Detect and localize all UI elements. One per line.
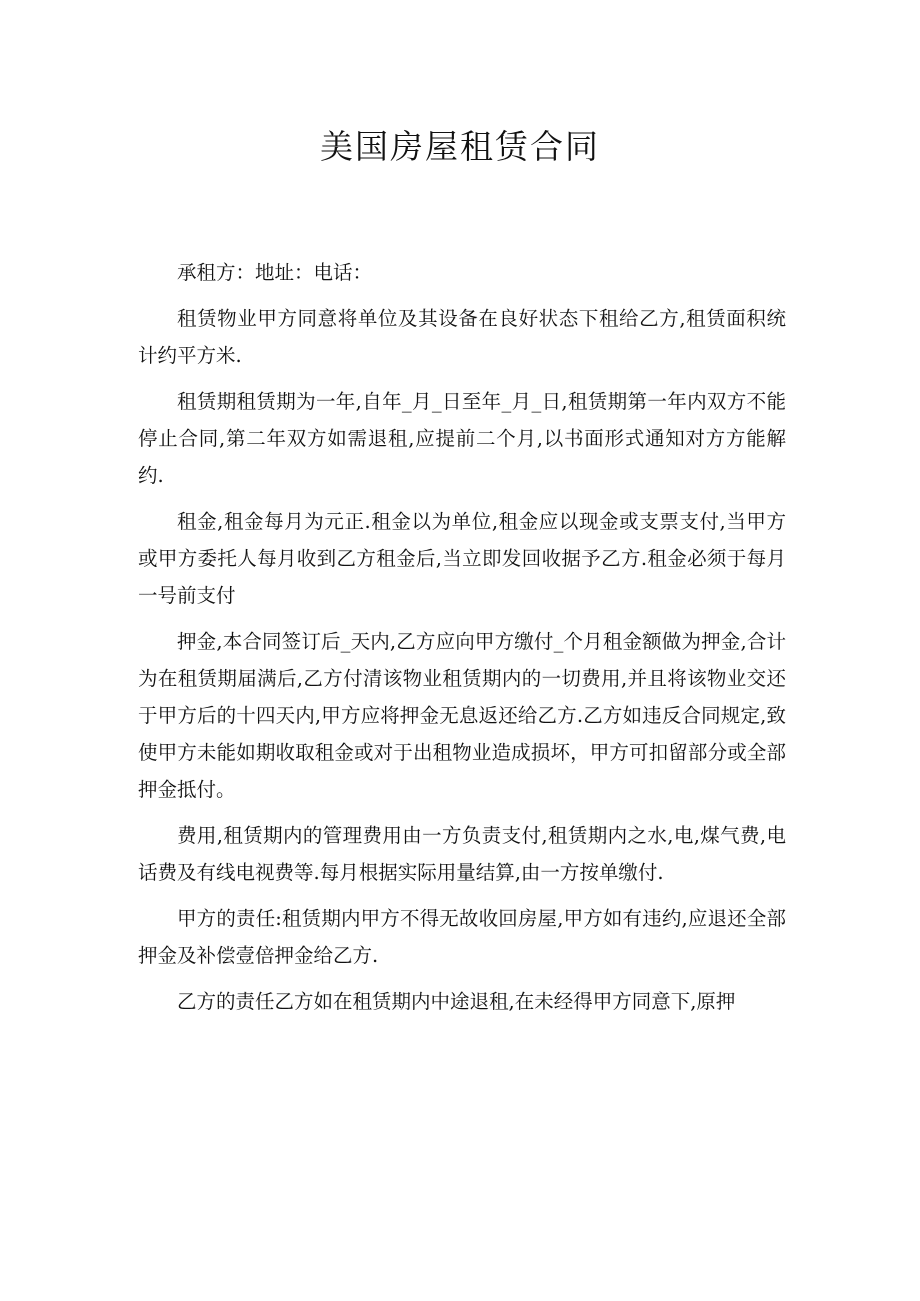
document-body xyxy=(138,254,786,1029)
paragraph-tenant-duty: 乙方的责任乙方如在租赁期内中途退租,在未经得甲方同意下,原押 xyxy=(177,990,736,1013)
document-title: 美国房屋租赁合同 xyxy=(320,127,600,166)
paragraph-deposit: 押金,本合同签订后_天内,乙方应向甲方缴付_个月租金额做为押金,合计为在租赁期届满后,乙方付清该物业租赁期内的一切费用,并且将该物业交还于甲方后的十四天内,甲方应将押金无息返还给乙方.乙方如违反合同规定,致使甲方未能如期收取租金或对于出租物业造成损坏，甲方可扣留部分或全部押金抵付。 xyxy=(138,630,786,801)
paragraph-fees: 费用,租赁期内的管理费用由一方负责支付,租赁期内之水,电,煤气费,电话费及有线电视费等.每月根据实际用量结算,由一方按单缴付. xyxy=(138,824,786,884)
paragraph-tenant-info: 承租方：地址：电话： xyxy=(177,261,373,284)
paragraph-rent: 租金,租金每月为元正.租金以为单位,租金应以现金或支票支付,当甲方或甲方委托人每月收到乙方租金后,当立即发回收据予乙方.租金必须于每月一号前支付 xyxy=(138,510,786,607)
paragraph-landlord-duty: 甲方的责任:租赁期内甲方不得无故收回房屋,甲方如有违约,应退还全部押金及补偿壹倍押金给乙方. xyxy=(138,907,786,967)
paragraph-leased-property: 租赁物业甲方同意将单位及其设备在良好状态下租给乙方,租赁面积统计约平方米. xyxy=(138,307,786,367)
paragraph-lease-term: 租赁期租赁期为一年,自年_月_日至年_月_日,租赁期第一年内双方不能停止合同,第二年双方如需退租,应提前二个月,以书面形式通知对方方能解约. xyxy=(138,390,786,487)
